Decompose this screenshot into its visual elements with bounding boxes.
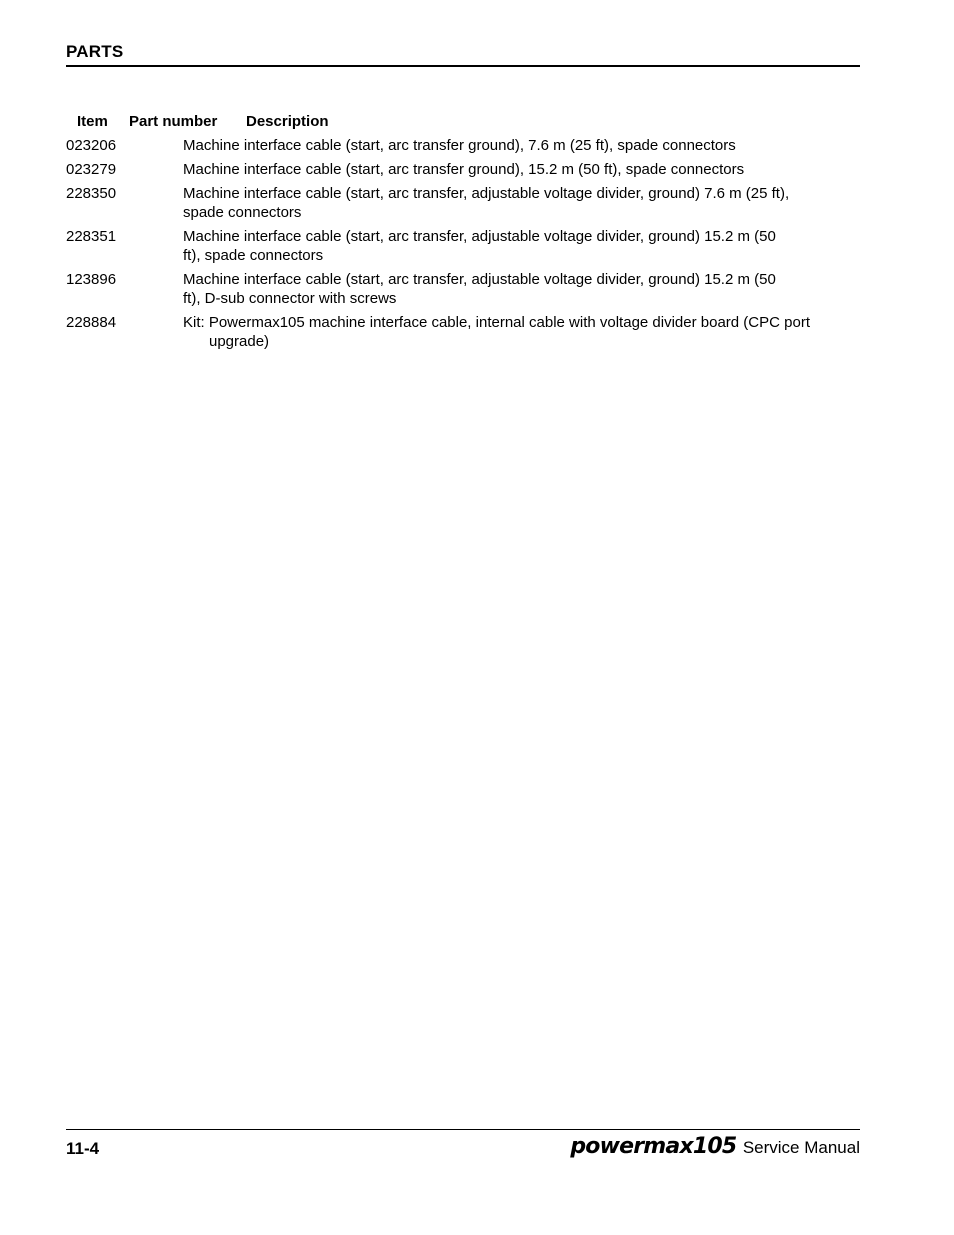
manual-label: Service Manual — [742, 1138, 860, 1157]
page-number: 11-4 — [66, 1139, 100, 1158]
product-brand: powermax105 — [570, 1134, 737, 1159]
table-row — [66, 270, 860, 308]
page-footer — [66, 1129, 860, 1170]
column-header-item: Item — [77, 113, 108, 130]
manual-title — [570, 1134, 860, 1159]
part-number-cell: 228351 — [66, 228, 117, 245]
description-cell: Kit: Powermax105 machine interface cable, internal cable with voltage divider board (CPC port upgrade) — [183, 314, 810, 350]
part-number-cell: 228884 — [66, 314, 117, 331]
table-row — [66, 184, 860, 222]
part-number-cell: 123896 — [66, 271, 117, 288]
part-number-cell: 228350 — [66, 185, 117, 202]
column-header-part-number: Part number — [129, 113, 218, 130]
table-header-row — [66, 112, 860, 131]
table-row — [66, 227, 860, 265]
section-title: PARTS — [66, 42, 124, 61]
table-row — [66, 136, 860, 155]
description-cell: Machine interface cable (start, arc transfer, adjustable voltage divider, ground) 15.2 m (50 ft), spade connectors — [183, 228, 776, 264]
description-cell: Machine interface cable (start, arc transfer, adjustable voltage divider, ground) 7.6 m (25 ft), spade connectors — [183, 185, 790, 221]
description-cell: Machine interface cable (start, arc transfer ground), 7.6 m (25 ft), spade connectors — [183, 137, 736, 154]
section-header — [66, 40, 860, 67]
table-row — [66, 160, 860, 179]
description-cell: Machine interface cable (start, arc transfer ground), 15.2 m (50 ft), spade connectors — [183, 161, 745, 178]
column-header-description: Description — [246, 113, 329, 130]
part-number-cell: 023206 — [66, 137, 117, 154]
description-cell: Machine interface cable (start, arc transfer, adjustable voltage divider, ground) 15.2 m (50 ft), D-sub connector with screws — [183, 271, 776, 307]
parts-table — [66, 112, 860, 356]
table-row — [66, 313, 860, 351]
part-number-cell: 023279 — [66, 161, 117, 178]
